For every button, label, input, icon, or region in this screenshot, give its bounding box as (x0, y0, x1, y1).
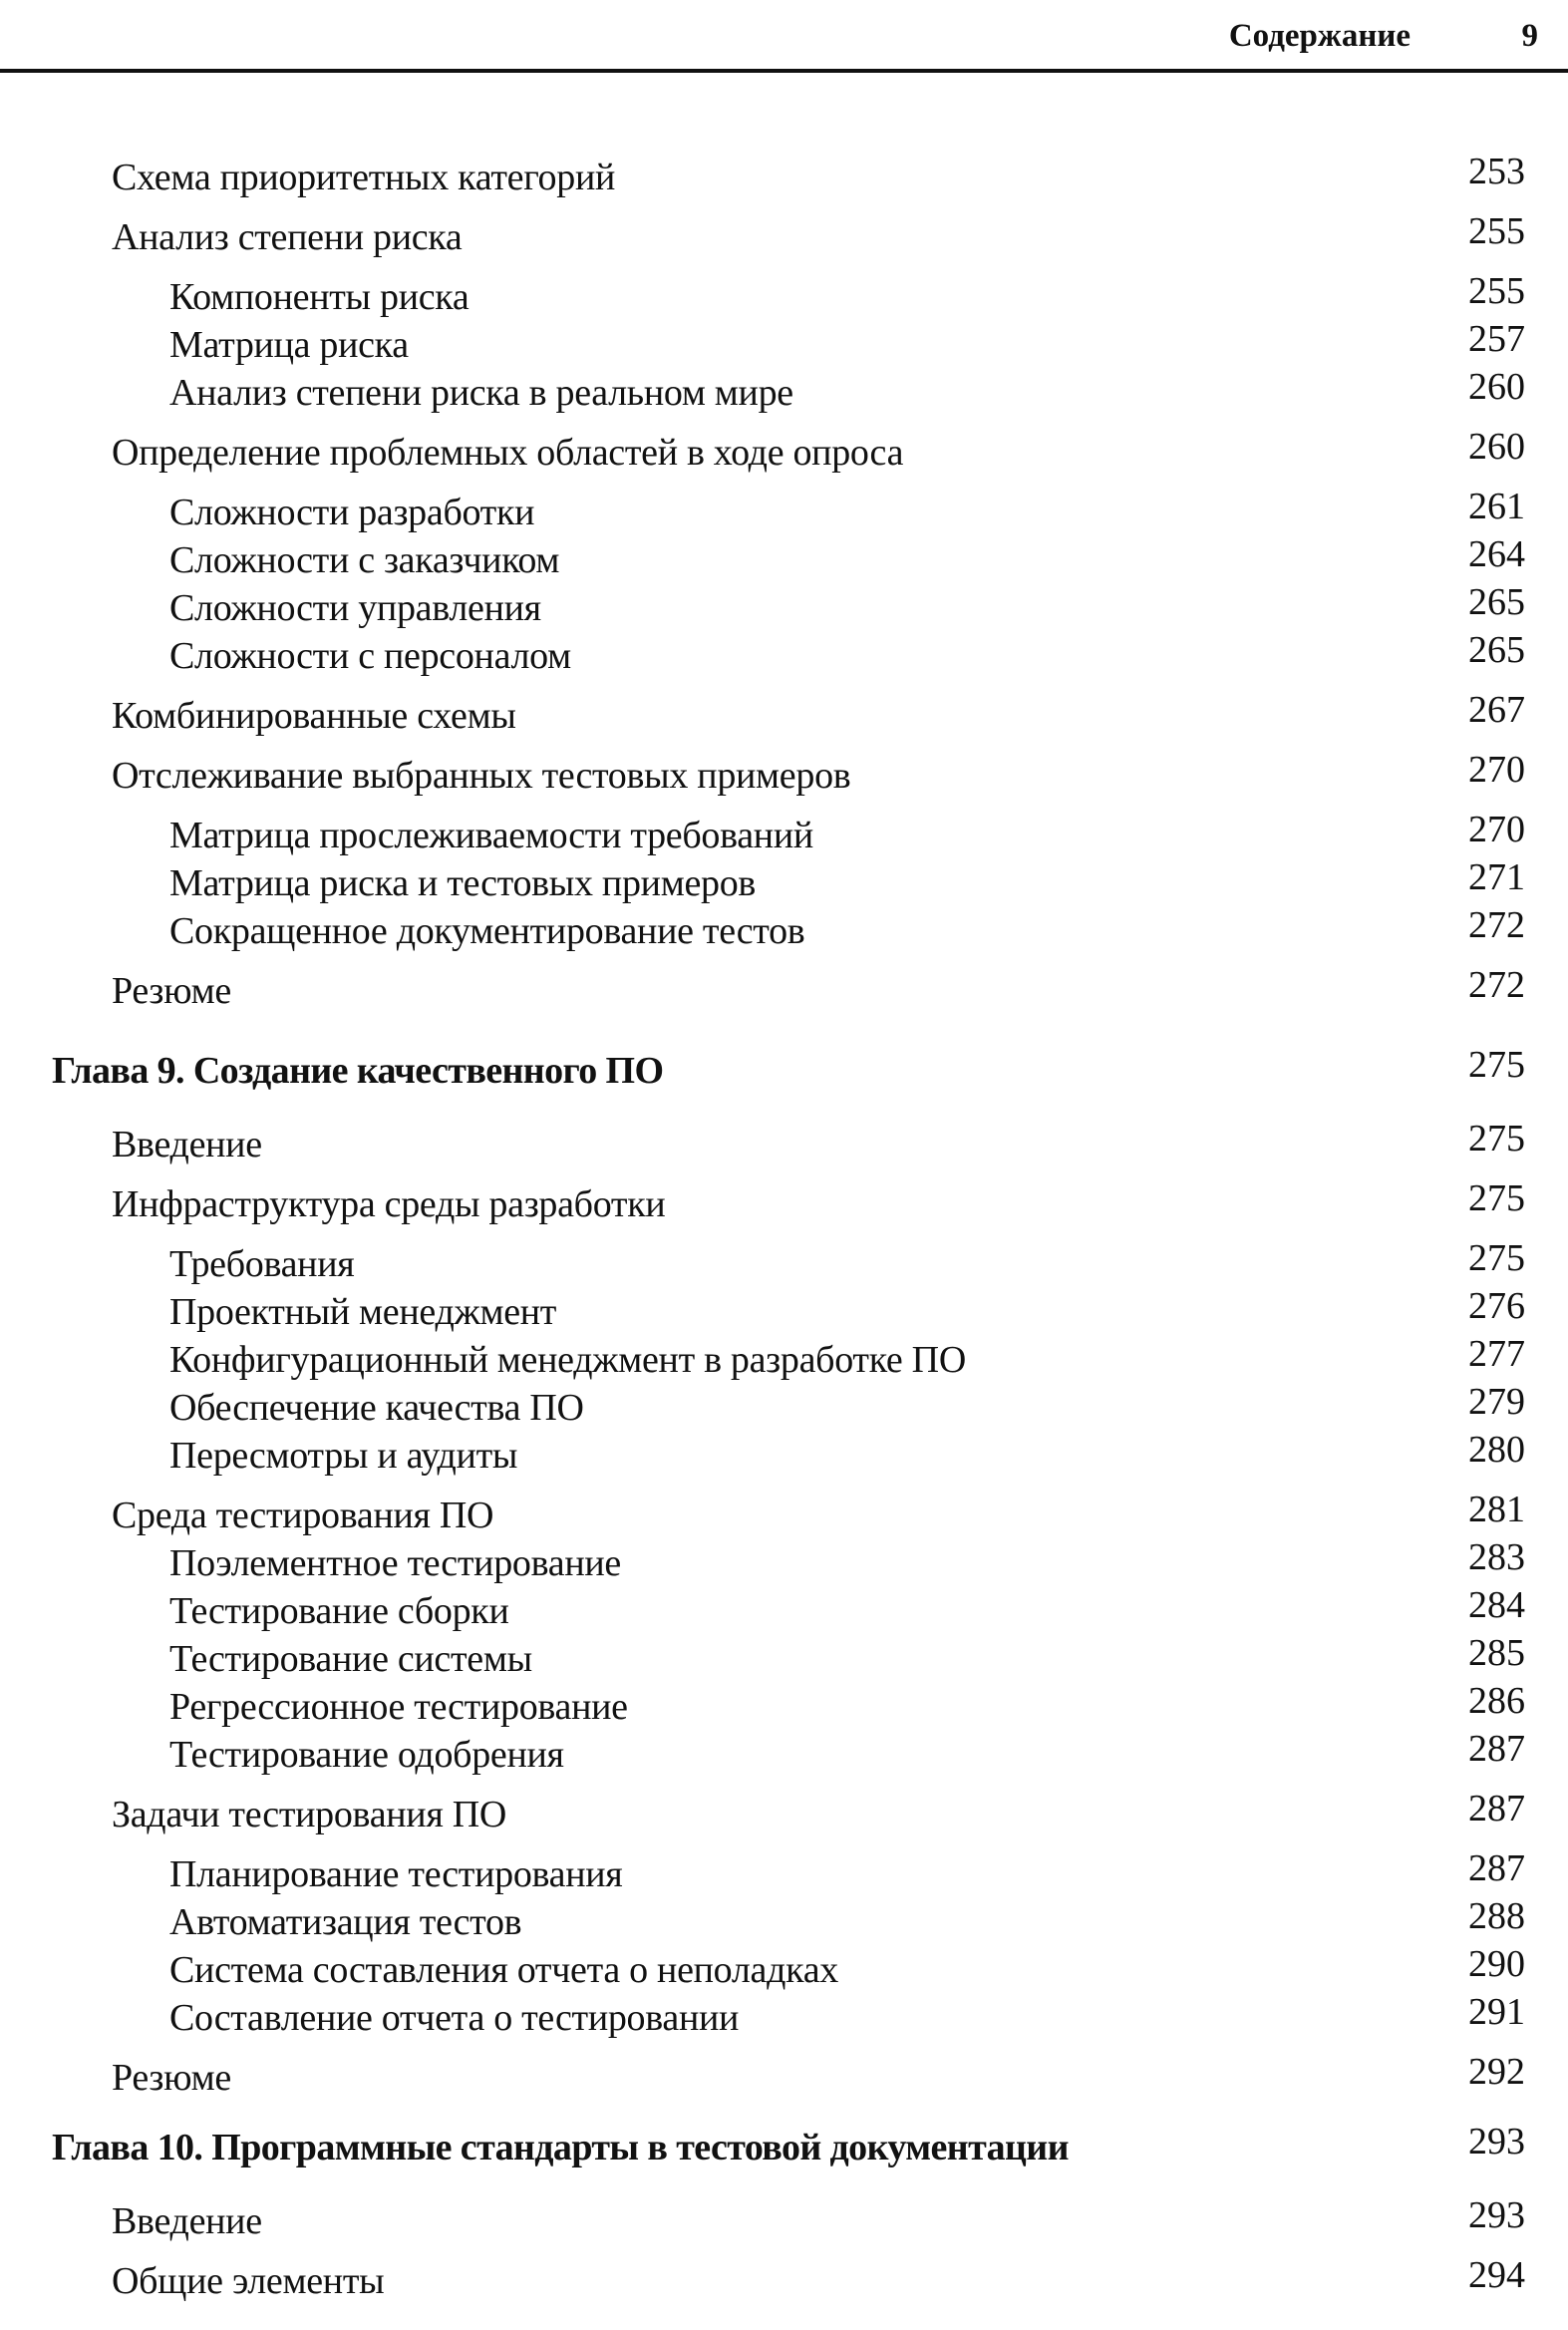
toc-entry (0, 2254, 1568, 2303)
toc-entry (0, 1381, 1568, 1430)
toc-entry-page: 257 (1468, 318, 1525, 360)
toc-entry-title: Поэлементное тестирование (169, 1542, 621, 1584)
toc-entry-title: Анализ степени риска в реальном мире (169, 372, 793, 414)
toc-entry-page: 293 (1468, 2194, 1525, 2236)
toc-entry-page: 275 (1468, 1237, 1525, 1279)
toc-entry-title: Задачи тестирования ПО (112, 1794, 506, 1835)
toc-entry-page: 275 (1468, 1044, 1525, 1086)
toc-entry-title: Требования (169, 1243, 355, 1285)
toc-entry (0, 318, 1568, 367)
toc-entry (0, 486, 1568, 534)
toc-entry-title: Система составления отчета о неполадках (169, 1949, 838, 1991)
toc-entry-title: Сложности разработки (169, 492, 535, 533)
toc-entry-page: 255 (1468, 270, 1525, 312)
toc-entry-page: 265 (1468, 629, 1525, 671)
toc-entry-title: Сложности управления (169, 587, 541, 629)
toc-entry-title: Сложности с персоналом (169, 635, 571, 677)
toc-entry-page: 272 (1468, 964, 1525, 1006)
toc-entry (0, 1237, 1568, 1286)
toc-entry-title: Матрица риска и тестовых примеров (169, 862, 757, 904)
toc-entry-page: 260 (1468, 426, 1525, 468)
toc-entry (0, 2051, 1568, 2100)
toc-entry-page: 260 (1468, 366, 1525, 408)
toc-entry (0, 426, 1568, 475)
toc-entry-title: Комбинированные схемы (112, 695, 516, 737)
toc-entry-page: 265 (1468, 581, 1525, 623)
toc-entry (0, 581, 1568, 630)
toc-entry-title: Сложности с заказчиком (169, 539, 560, 581)
toc-entry-page: 291 (1468, 1991, 1525, 2033)
toc-entry-title: Проектный менеджмент (169, 1291, 557, 1333)
toc-entry-page: 292 (1468, 2051, 1525, 2093)
toc-entry (0, 964, 1568, 1013)
toc-entry (0, 270, 1568, 319)
toc-entry-page: 285 (1468, 1632, 1525, 1674)
toc-chapter-entry (0, 2121, 1568, 2169)
toc-entry (0, 856, 1568, 905)
toc-entry-page: 261 (1468, 486, 1525, 527)
toc-entry-title: Регрессионное тестирование (169, 1686, 628, 1728)
toc-entry-page: 255 (1468, 210, 1525, 252)
toc-entry (0, 533, 1568, 582)
toc-entry-title: Отслеживание выбранных тестовых примеров (112, 755, 851, 797)
toc-entry (0, 1584, 1568, 1633)
toc-entry-title: Тестирование системы (169, 1638, 532, 1680)
toc-entry-page: 275 (1468, 1118, 1525, 1160)
toc-entry-page: 253 (1468, 151, 1525, 192)
toc-entry-title: Тестирование сборки (169, 1590, 509, 1632)
toc-entry (0, 1177, 1568, 1226)
toc-entry (0, 1118, 1568, 1166)
toc-entry-page: 284 (1468, 1584, 1525, 1626)
toc-entry-page: 287 (1468, 1847, 1525, 1889)
toc-entry-page: 272 (1468, 904, 1525, 946)
toc-entry-title: Составление отчета о тестировании (169, 1997, 740, 2039)
toc-entry-title: Тестирование одобрения (169, 1734, 564, 1776)
toc-entry (0, 151, 1568, 199)
toc-entry-title: Среда тестирования ПО (112, 1495, 494, 1536)
toc-chapter-title: Глава 10. Программные стандарты в тестовой документации (52, 2127, 1069, 2168)
toc-entry (0, 1536, 1568, 1585)
page-number: 9 (1521, 18, 1538, 54)
toc-entry-page: 270 (1468, 749, 1525, 791)
toc-entry-page: 280 (1468, 1429, 1525, 1471)
toc-entry (0, 1943, 1568, 1992)
toc-entry-title: Планирование тестирования (169, 1853, 623, 1895)
toc-entry-page: 294 (1468, 2254, 1525, 2296)
toc-entry (0, 1788, 1568, 1836)
toc-entry-page: 279 (1468, 1381, 1525, 1423)
toc-entry-page: 286 (1468, 1680, 1525, 1722)
toc-entry (0, 210, 1568, 259)
toc-entry-title: Сокращенное документирование тестов (169, 910, 805, 952)
toc-entry (0, 1847, 1568, 1896)
toc-entry-page: 271 (1468, 856, 1525, 898)
toc-chapter-entry (0, 1044, 1568, 1093)
toc-entry (0, 749, 1568, 798)
toc-entry-title: Резюме (112, 2057, 231, 2099)
toc-entry (0, 809, 1568, 857)
toc-entry-title: Обеспечение качества ПО (169, 1387, 584, 1429)
toc-entry-title: Инфраструктура среды разработки (112, 1183, 666, 1225)
toc-entry (0, 629, 1568, 678)
toc-entry (0, 1632, 1568, 1681)
toc-entry (0, 1429, 1568, 1478)
toc-chapter-title: Глава 9. Создание качественного ПО (52, 1050, 664, 1092)
toc-entry-title: Матрица риска (169, 324, 409, 366)
toc-entry-page: 287 (1468, 1728, 1525, 1770)
toc-entry-title: Автоматизация тестов (169, 1901, 522, 1943)
toc-entry-page: 276 (1468, 1285, 1525, 1327)
toc-entry-page: 277 (1468, 1333, 1525, 1375)
toc-entry (0, 1991, 1568, 2040)
toc-entry (0, 1895, 1568, 1944)
toc-entry-page: 275 (1468, 1177, 1525, 1219)
toc-entry-page: 293 (1468, 2121, 1525, 2163)
toc-entry-page: 281 (1468, 1489, 1525, 1530)
toc-entry-title: Компоненты риска (169, 276, 470, 318)
toc-entry-title: Пересмотры и аудиты (169, 1435, 518, 1477)
toc-entry-page: 283 (1468, 1536, 1525, 1578)
toc-entry-title: Общие элементы (112, 2260, 385, 2302)
toc-entry-title: Анализ степени риска (112, 216, 463, 258)
toc-entry (0, 366, 1568, 415)
toc-entry-page: 288 (1468, 1895, 1525, 1937)
toc-entry-page: 264 (1468, 533, 1525, 575)
toc-entry-page: 287 (1468, 1788, 1525, 1830)
toc-entry-page: 270 (1468, 809, 1525, 850)
toc-entry (0, 2194, 1568, 2243)
toc-entry-title: Матрица прослеживаемости требований (169, 815, 813, 856)
toc-entry (0, 904, 1568, 953)
toc-entry-title: Конфигурационный менеджмент в разработке ПО (169, 1339, 966, 1381)
running-header-title: Содержание (1228, 18, 1411, 54)
toc-entry-title: Введение (112, 2200, 262, 2242)
toc-entry (0, 1333, 1568, 1382)
toc-entry (0, 1489, 1568, 1537)
toc-entry (0, 1285, 1568, 1334)
toc-entry-title: Схема приоритетных категорий (112, 157, 616, 198)
toc-entry (0, 1680, 1568, 1729)
toc-entry-title: Введение (112, 1124, 262, 1165)
toc-entry (0, 1728, 1568, 1777)
toc-entry-title: Определение проблемных областей в ходе опроса (112, 432, 904, 474)
toc-entry (0, 689, 1568, 738)
toc-entry-page: 290 (1468, 1943, 1525, 1985)
toc-entry-page: 267 (1468, 689, 1525, 731)
toc-entry-title: Резюме (112, 970, 231, 1012)
